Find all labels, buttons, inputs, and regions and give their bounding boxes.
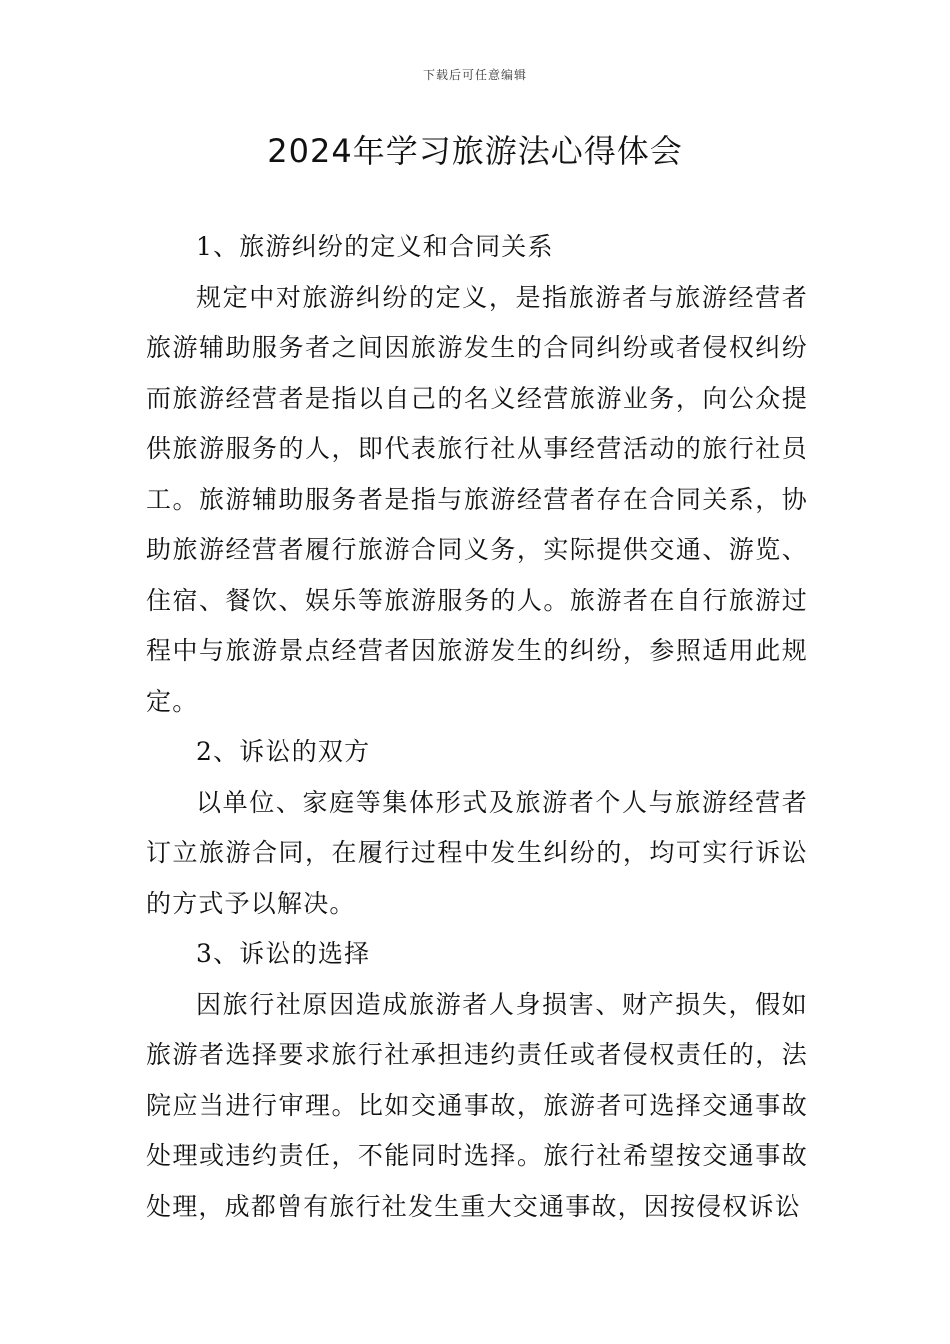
paragraph-3: 因旅行社原因造成旅游者人身损害、财产损失，假如旅游者选择要求旅行社承担违约责任或者侵权责任的，法院应当进行审理。比如交通事故，旅游者可选择交通事故处理或违约责任，不能同时选择。旅行社希望按交通事故处理，成都曾有旅行社发生重大交通事故，因按侵权诉讼 bbox=[146, 989, 808, 1221]
paragraph-1: 规定中对旅游纠纷的定义，是指旅游者与旅游经营者旅游辅助服务者之间因旅游发生的合同纠纷或者侵权纠纷而旅游经营者是指以自己的名义经营旅游业务，向公众提供旅游服务的人，即代表旅行社从事经营活动的旅行社员工。旅游辅助服务者是指与旅游经营者存在合同关系，协助旅游经营者履行旅游合同义务，实际提供交通、游览、住宿、餐饮、娱乐等旅游服务的人。旅游者在自行旅游过程中与旅游景点经营者因旅游发生的纠纷，参照适用此规定。 bbox=[146, 282, 808, 716]
section-heading-2: 2、诉讼的双方 bbox=[196, 737, 371, 766]
document-title: 2024年学习旅游法心得体会 bbox=[267, 132, 683, 170]
document-body bbox=[146, 222, 808, 1232]
paragraph-2: 以单位、家庭等集体形式及旅游者个人与旅游经营者订立旅游合同，在履行过程中发生纠纷的，均可实行诉讼的方式予以解决。 bbox=[146, 787, 808, 918]
section-heading-3: 3、诉讼的选择 bbox=[196, 939, 371, 968]
header-note: 下载后可任意编辑 bbox=[422, 68, 527, 82]
section-heading-1: 1、旅游纠纷的定义和合同关系 bbox=[196, 232, 554, 261]
